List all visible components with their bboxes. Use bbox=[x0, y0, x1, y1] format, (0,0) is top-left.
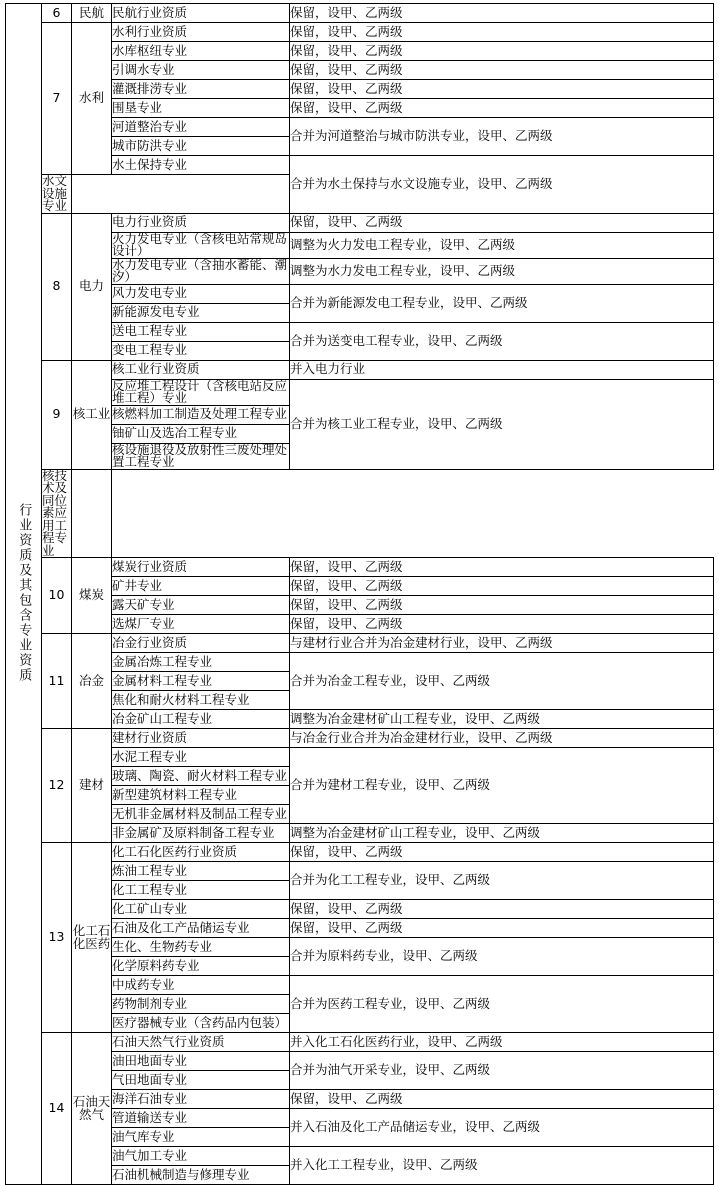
specialty-name: 油气库专业 bbox=[112, 1128, 290, 1147]
table-row bbox=[6, 99, 714, 118]
specialty-name: 药物制剂专业 bbox=[112, 995, 290, 1014]
row-header-vertical-label bbox=[6, 4, 42, 1185]
specialty-name: 送电工程专业 bbox=[112, 322, 290, 341]
table-row bbox=[6, 653, 714, 672]
adjustment-note: 保留，设甲、乙两级 bbox=[290, 919, 714, 938]
specialty-name: 选煤厂专业 bbox=[112, 615, 290, 634]
specialty-name: 化工工程专业 bbox=[112, 881, 290, 900]
table-row bbox=[6, 1052, 714, 1071]
table-row bbox=[6, 862, 714, 881]
adjustment-note: 保留，设甲、乙两级 bbox=[290, 577, 714, 596]
specialty-name: 核设施退役及放射性三废处理处置工程专业 bbox=[112, 443, 290, 469]
table-row bbox=[6, 118, 714, 137]
table-row bbox=[6, 322, 714, 341]
adjustment-note: 并入电力行业 bbox=[290, 360, 714, 379]
specialty-name: 化学原料药专业 bbox=[112, 957, 290, 976]
adjustment-note: 保留，设甲、乙两级 bbox=[290, 42, 714, 61]
industry-name: 化工石化医药 bbox=[72, 843, 112, 1033]
specialty-name: 电力行业资质 bbox=[112, 213, 290, 232]
table-row bbox=[6, 938, 714, 957]
table-row bbox=[6, 61, 714, 80]
adjustment-note: 保留，设甲、乙两级 bbox=[290, 843, 714, 862]
adjustment-note: 与建材行业合并为冶金建材行业，设甲、乙两级 bbox=[290, 634, 714, 653]
specialty-name: 管道输送专业 bbox=[112, 1109, 290, 1128]
table-row bbox=[6, 824, 714, 843]
specialty-name: 水力发电专业（含抽水蓄能、潮汐） bbox=[112, 258, 290, 284]
specialty-name: 新型建筑材料工程专业 bbox=[112, 786, 290, 805]
specialty-name: 石油天然气行业资质 bbox=[112, 1033, 290, 1052]
specialty-name: 煤炭行业资质 bbox=[112, 558, 290, 577]
row-number: 6 bbox=[42, 4, 72, 23]
row-number: 11 bbox=[42, 634, 72, 729]
specialty-name: 新能源发电专业 bbox=[112, 303, 290, 322]
specialty-name: 冶金矿山工程专业 bbox=[112, 710, 290, 729]
specialty-name: 变电工程专业 bbox=[112, 341, 290, 360]
industry-name: 核工业 bbox=[72, 360, 112, 469]
specialty-name: 水库枢纽专业 bbox=[112, 42, 290, 61]
table-row bbox=[6, 1109, 714, 1128]
specialty-name: 化工石化医药行业资质 bbox=[112, 843, 290, 862]
table-row bbox=[6, 843, 714, 862]
row-header-text: 行业资质及其包含专业资质 bbox=[16, 502, 32, 683]
specialty-name: 冶金行业资质 bbox=[112, 634, 290, 653]
specialty-name: 油田地面专业 bbox=[112, 1052, 290, 1071]
industry-name: 冶金 bbox=[72, 634, 112, 729]
specialty-name: 露天矿专业 bbox=[112, 596, 290, 615]
specialty-name: 海洋石油专业 bbox=[112, 1090, 290, 1109]
table-row bbox=[6, 976, 714, 995]
adjustment-note: 合并为医药工程专业，设甲、乙两级 bbox=[290, 976, 714, 1033]
adjustment-note: 合并为新能源发电工程专业，设甲、乙两级 bbox=[290, 284, 714, 322]
specialty-name: 石油及化工产品储运专业 bbox=[112, 919, 290, 938]
industry-name: 水利 bbox=[72, 23, 112, 175]
specialty-name: 无机非金属材料及制品工程专业 bbox=[112, 805, 290, 824]
row-number: 10 bbox=[42, 558, 72, 634]
row-number: 7 bbox=[42, 23, 72, 175]
adjustment-note: 调整为火力发电工程专业，设甲、乙两级 bbox=[290, 232, 714, 258]
specialty-name: 金属冶炼工程专业 bbox=[112, 653, 290, 672]
table-row bbox=[6, 232, 714, 258]
specialty-name: 油气加工专业 bbox=[112, 1147, 290, 1166]
adjustment-note: 保留，设甲、乙两级 bbox=[290, 558, 714, 577]
adjustment-note: 保留，设甲、乙两级 bbox=[290, 615, 714, 634]
table-row bbox=[6, 577, 714, 596]
adjustment-note bbox=[72, 469, 112, 558]
industry-name: 建材 bbox=[72, 729, 112, 843]
specialty-name: 矿井专业 bbox=[112, 577, 290, 596]
row-number: 9 bbox=[42, 360, 72, 469]
specialty-name: 气田地面专业 bbox=[112, 1071, 290, 1090]
adjustment-note: 合并为建材工程专业，设甲、乙两级 bbox=[290, 748, 714, 824]
specialty-name: 水土保持专业 bbox=[112, 156, 290, 175]
table-row bbox=[6, 258, 714, 284]
specialty-name: 核燃料加工制造及处理工程专业 bbox=[112, 405, 290, 424]
adjustment-note: 保留，设甲、乙两级 bbox=[290, 4, 714, 23]
adjustment-note: 合并为冶金工程专业，设甲、乙两级 bbox=[290, 653, 714, 710]
table-row bbox=[6, 729, 714, 748]
specialty-name: 核技术及同位素应用工程专业 bbox=[42, 469, 72, 558]
specialty-name: 火力发电专业（含核电站常规岛设计） bbox=[112, 232, 290, 258]
industry-name: 电力 bbox=[72, 213, 112, 360]
adjustment-note: 合并为油气开采专业，设甲、乙两级 bbox=[290, 1052, 714, 1090]
row-number: 13 bbox=[42, 843, 72, 1033]
adjustment-note: 并入化工石化医药行业，设甲、乙两级 bbox=[290, 1033, 714, 1052]
table-row bbox=[6, 710, 714, 729]
adjustment-note: 保留，设甲、乙两级 bbox=[290, 23, 714, 42]
row-number: 8 bbox=[42, 213, 72, 360]
adjustment-note: 合并为核工业工程专业，设甲、乙两级 bbox=[290, 379, 714, 469]
specialty-name: 中成药专业 bbox=[112, 976, 290, 995]
table-row bbox=[6, 900, 714, 919]
table-row bbox=[6, 23, 714, 42]
table-row bbox=[6, 919, 714, 938]
adjustment-note: 并入石油及化工产品储运专业，设甲、乙两级 bbox=[290, 1109, 714, 1147]
table-row bbox=[6, 469, 714, 558]
specialty-name: 非金属矿及原料制备工程专业 bbox=[112, 824, 290, 843]
adjustment-note: 调整为冶金建材矿山工程专业，设甲、乙两级 bbox=[290, 710, 714, 729]
table-row bbox=[6, 615, 714, 634]
specialty-name: 灌溉排涝专业 bbox=[112, 80, 290, 99]
industry-name: 煤炭 bbox=[72, 558, 112, 634]
specialty-name: 生化、生物药专业 bbox=[112, 938, 290, 957]
adjustment-note: 合并为化工工程专业，设甲、乙两级 bbox=[290, 862, 714, 900]
table-row bbox=[6, 596, 714, 615]
table-row bbox=[6, 213, 714, 232]
row-number: 12 bbox=[42, 729, 72, 843]
adjustment-note: 保留，设甲、乙两级 bbox=[290, 596, 714, 615]
adjustment-note: 并入化工工程专业，设甲、乙两级 bbox=[290, 1147, 714, 1185]
row-number: 14 bbox=[42, 1033, 72, 1185]
specialty-name: 围垦专业 bbox=[112, 99, 290, 118]
table-row bbox=[6, 379, 714, 405]
table-row bbox=[6, 284, 714, 303]
table-row bbox=[6, 1033, 714, 1052]
adjustment-note: 调整为冶金建材矿山工程专业，设甲、乙两级 bbox=[290, 824, 714, 843]
adjustment-note: 合并为河道整治与城市防洪专业，设甲、乙两级 bbox=[290, 118, 714, 156]
specialty-name: 城市防洪专业 bbox=[112, 137, 290, 156]
table-row bbox=[6, 4, 714, 23]
specialty-name: 民航行业资质 bbox=[112, 4, 290, 23]
adjustment-note: 合并为送变电工程专业，设甲、乙两级 bbox=[290, 322, 714, 360]
specialty-name: 焦化和耐火材料工程专业 bbox=[112, 691, 290, 710]
specialty-name: 化工矿山专业 bbox=[112, 900, 290, 919]
specialty-name: 风力发电专业 bbox=[112, 284, 290, 303]
specialty-name: 水文设施专业 bbox=[42, 175, 72, 214]
table-row bbox=[6, 634, 714, 653]
table-row bbox=[6, 80, 714, 99]
specialty-name: 石油机械制造与修理专业 bbox=[112, 1166, 290, 1185]
specialty-name: 引调水专业 bbox=[112, 61, 290, 80]
specialty-name: 医疗器械专业（含药品内包装） bbox=[112, 1014, 290, 1033]
adjustment-note: 与冶金行业合并为冶金建材行业，设甲、乙两级 bbox=[290, 729, 714, 748]
adjustment-note: 合并为原料药专业，设甲、乙两级 bbox=[290, 938, 714, 976]
document-page bbox=[0, 3, 719, 1182]
adjustment-note: 合并为水土保持与水文设施专业，设甲、乙两级 bbox=[290, 156, 714, 214]
specialty-name: 炼油工程专业 bbox=[112, 862, 290, 881]
specialty-name: 河道整治专业 bbox=[112, 118, 290, 137]
table-row bbox=[6, 156, 714, 175]
specialty-name: 玻璃、陶瓷、耐火材料工程专业 bbox=[112, 767, 290, 786]
adjustment-note: 保留，设甲、乙两级 bbox=[290, 99, 714, 118]
table-row bbox=[6, 42, 714, 61]
adjustment-note: 调整为水力发电工程专业，设甲、乙两级 bbox=[290, 258, 714, 284]
specialty-name: 铀矿山及选冶工程专业 bbox=[112, 424, 290, 443]
specialty-name: 金属材料工程专业 bbox=[112, 672, 290, 691]
specialty-name: 反应堆工程设计（含核电站反应堆工程）专业 bbox=[112, 379, 290, 405]
industry-name: 石油天然气 bbox=[72, 1033, 112, 1185]
table-row bbox=[6, 748, 714, 767]
qualification-table bbox=[5, 3, 714, 1185]
table-row bbox=[6, 1090, 714, 1109]
specialty-name: 水泥工程专业 bbox=[112, 748, 290, 767]
adjustment-note: 保留，设甲、乙两级 bbox=[290, 61, 714, 80]
adjustment-note: 保留，设甲、乙两级 bbox=[290, 1090, 714, 1109]
specialty-name: 建材行业资质 bbox=[112, 729, 290, 748]
table-row bbox=[6, 558, 714, 577]
industry-name: 民航 bbox=[72, 4, 112, 23]
table-row bbox=[6, 1147, 714, 1166]
adjustment-note: 保留，设甲、乙两级 bbox=[290, 900, 714, 919]
table-row bbox=[6, 360, 714, 379]
adjustment-note: 保留，设甲、乙两级 bbox=[290, 80, 714, 99]
specialty-name: 水利行业资质 bbox=[112, 23, 290, 42]
specialty-name: 核工业行业资质 bbox=[112, 360, 290, 379]
adjustment-note: 保留，设甲、乙两级 bbox=[290, 213, 714, 232]
